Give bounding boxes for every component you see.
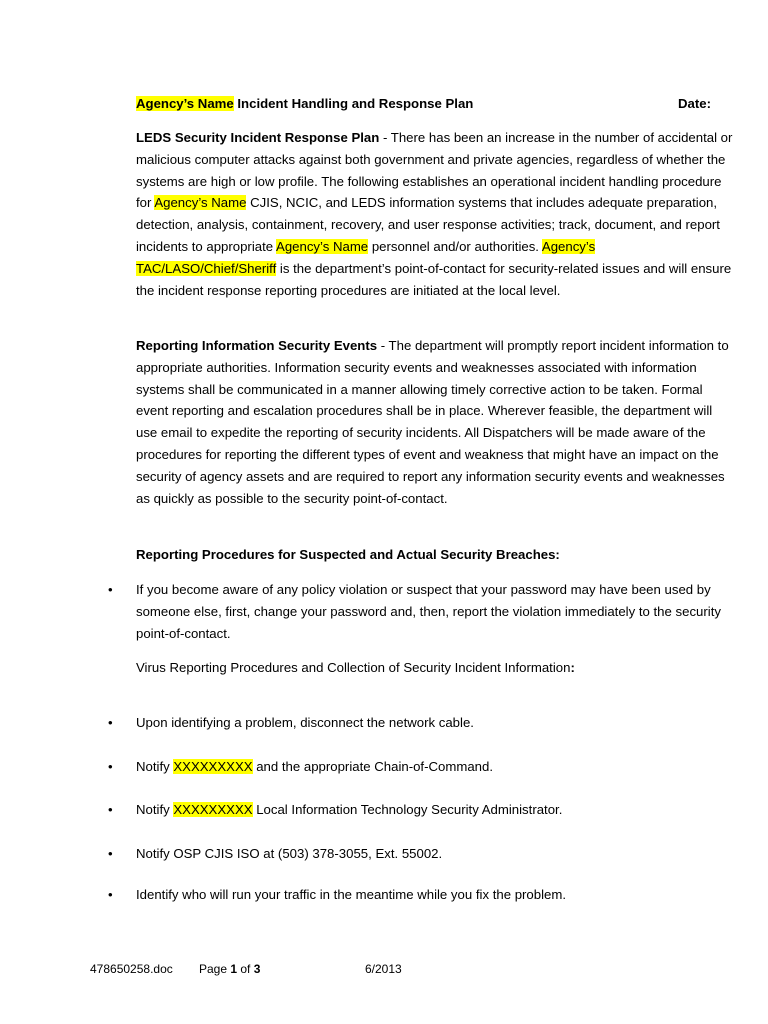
bullet-marker: •	[108, 715, 113, 730]
bullet-marker: •	[108, 846, 113, 861]
list-item: If you become aware of any policy violation or suspect that your password may have been used by someone else, first, change your password and, then, report the violation immediately to the security point-of-contact.	[136, 582, 721, 641]
bullet-marker: •	[108, 802, 113, 817]
bullet-marker: •	[108, 887, 113, 902]
placeholder-highlight: XXXXXXXXX	[173, 759, 253, 774]
paragraph-text: is the department’s point-of-contact for security-related issues and will ensure the incident response reporting procedures are initiated at the local level.	[136, 260, 732, 298]
agency-name-highlight: Agency’s Name	[276, 238, 369, 254]
paragraph-text: CJIS, NCIC, and LEDS information systems that includes adequate preparation, detection, analysis, containment, recovery, and user response activities; track, document, and report incidents to appropriate	[136, 195, 720, 254]
page-of: of	[237, 962, 254, 976]
item-text: Local Information Technology Security Administrator.	[252, 802, 563, 817]
item-text: Notify	[136, 802, 174, 817]
item-text: and the appropriate Chain-of-Command.	[252, 759, 493, 774]
paragraph-text: - There has been an increase in the number of accidental or malicious computer attacks against both government and private agencies, regardless of whether the systems are high or low profile. The following establishes an operational incident handling procedure for	[136, 130, 733, 211]
document-title	[136, 93, 736, 115]
title-text: Incident Handling and Response Plan	[233, 96, 474, 111]
heading-colon: :	[570, 660, 575, 675]
date-label: Date:	[678, 96, 711, 111]
placeholder-highlight: XXXXXXXXX	[173, 802, 253, 817]
footer-date: 6/2013	[365, 962, 402, 976]
page-prefix: Page	[199, 962, 231, 976]
agency-name-highlight: Agency’s Name	[154, 195, 247, 211]
reporting-events-paragraph	[136, 335, 736, 509]
bullet-marker: •	[108, 759, 113, 774]
incident-response-plan-paragraph	[136, 127, 736, 301]
paragraph-text: personnel and/or authorities.	[368, 238, 542, 254]
paragraph-heading: Reporting Information Security Events	[136, 338, 378, 353]
agency-name-highlight: Agency’s Name	[136, 96, 234, 111]
page-current: 1	[230, 962, 238, 976]
heading-text: Virus Reporting Procedures and Collection of Security Incident Information	[136, 660, 571, 675]
paragraph-heading: LEDS Security Incident Response Plan	[136, 130, 380, 145]
footer-page-number	[199, 959, 260, 979]
bullet-marker: •	[108, 582, 113, 597]
paragraph-text: - The department will promptly report incident information to appropriate authorities. Information security events and weaknesses associated with information systems shall be communicated in a manner allowing timely corrective action to be taken. Formal event reporting and escalation procedures shall be in place. Wherever feasible, the department will use email to expedite the reporting of security incidents. All Dispatchers will be made aware of the procedures for reporting the different types of event and weakness that might have an impact on the security of agency assets and are required to report any information security events and weaknesses as quickly as possible to the security point-of-contact.	[136, 338, 729, 506]
list-item: Identify who will run your traffic in the meantime while you fix the problem.	[136, 887, 567, 902]
agency-contact-highlight: Agency’s TAC/LASO/Chief/Sheriff	[136, 238, 596, 276]
list-item: Notify OSP CJIS ISO at (503) 378-3055, Ext. 55002.	[136, 846, 443, 861]
reporting-procedures-heading: Reporting Procedures for Suspected and Actual Security Breaches:	[136, 547, 560, 562]
list-item	[136, 799, 736, 821]
item-text: Notify	[136, 759, 174, 774]
virus-reporting-heading	[136, 657, 736, 679]
page-total: 3	[253, 962, 261, 976]
list-item: Upon identifying a problem, disconnect the network cable.	[136, 715, 474, 730]
list-item	[136, 756, 736, 778]
footer-filename: 478650258.doc	[90, 962, 173, 976]
